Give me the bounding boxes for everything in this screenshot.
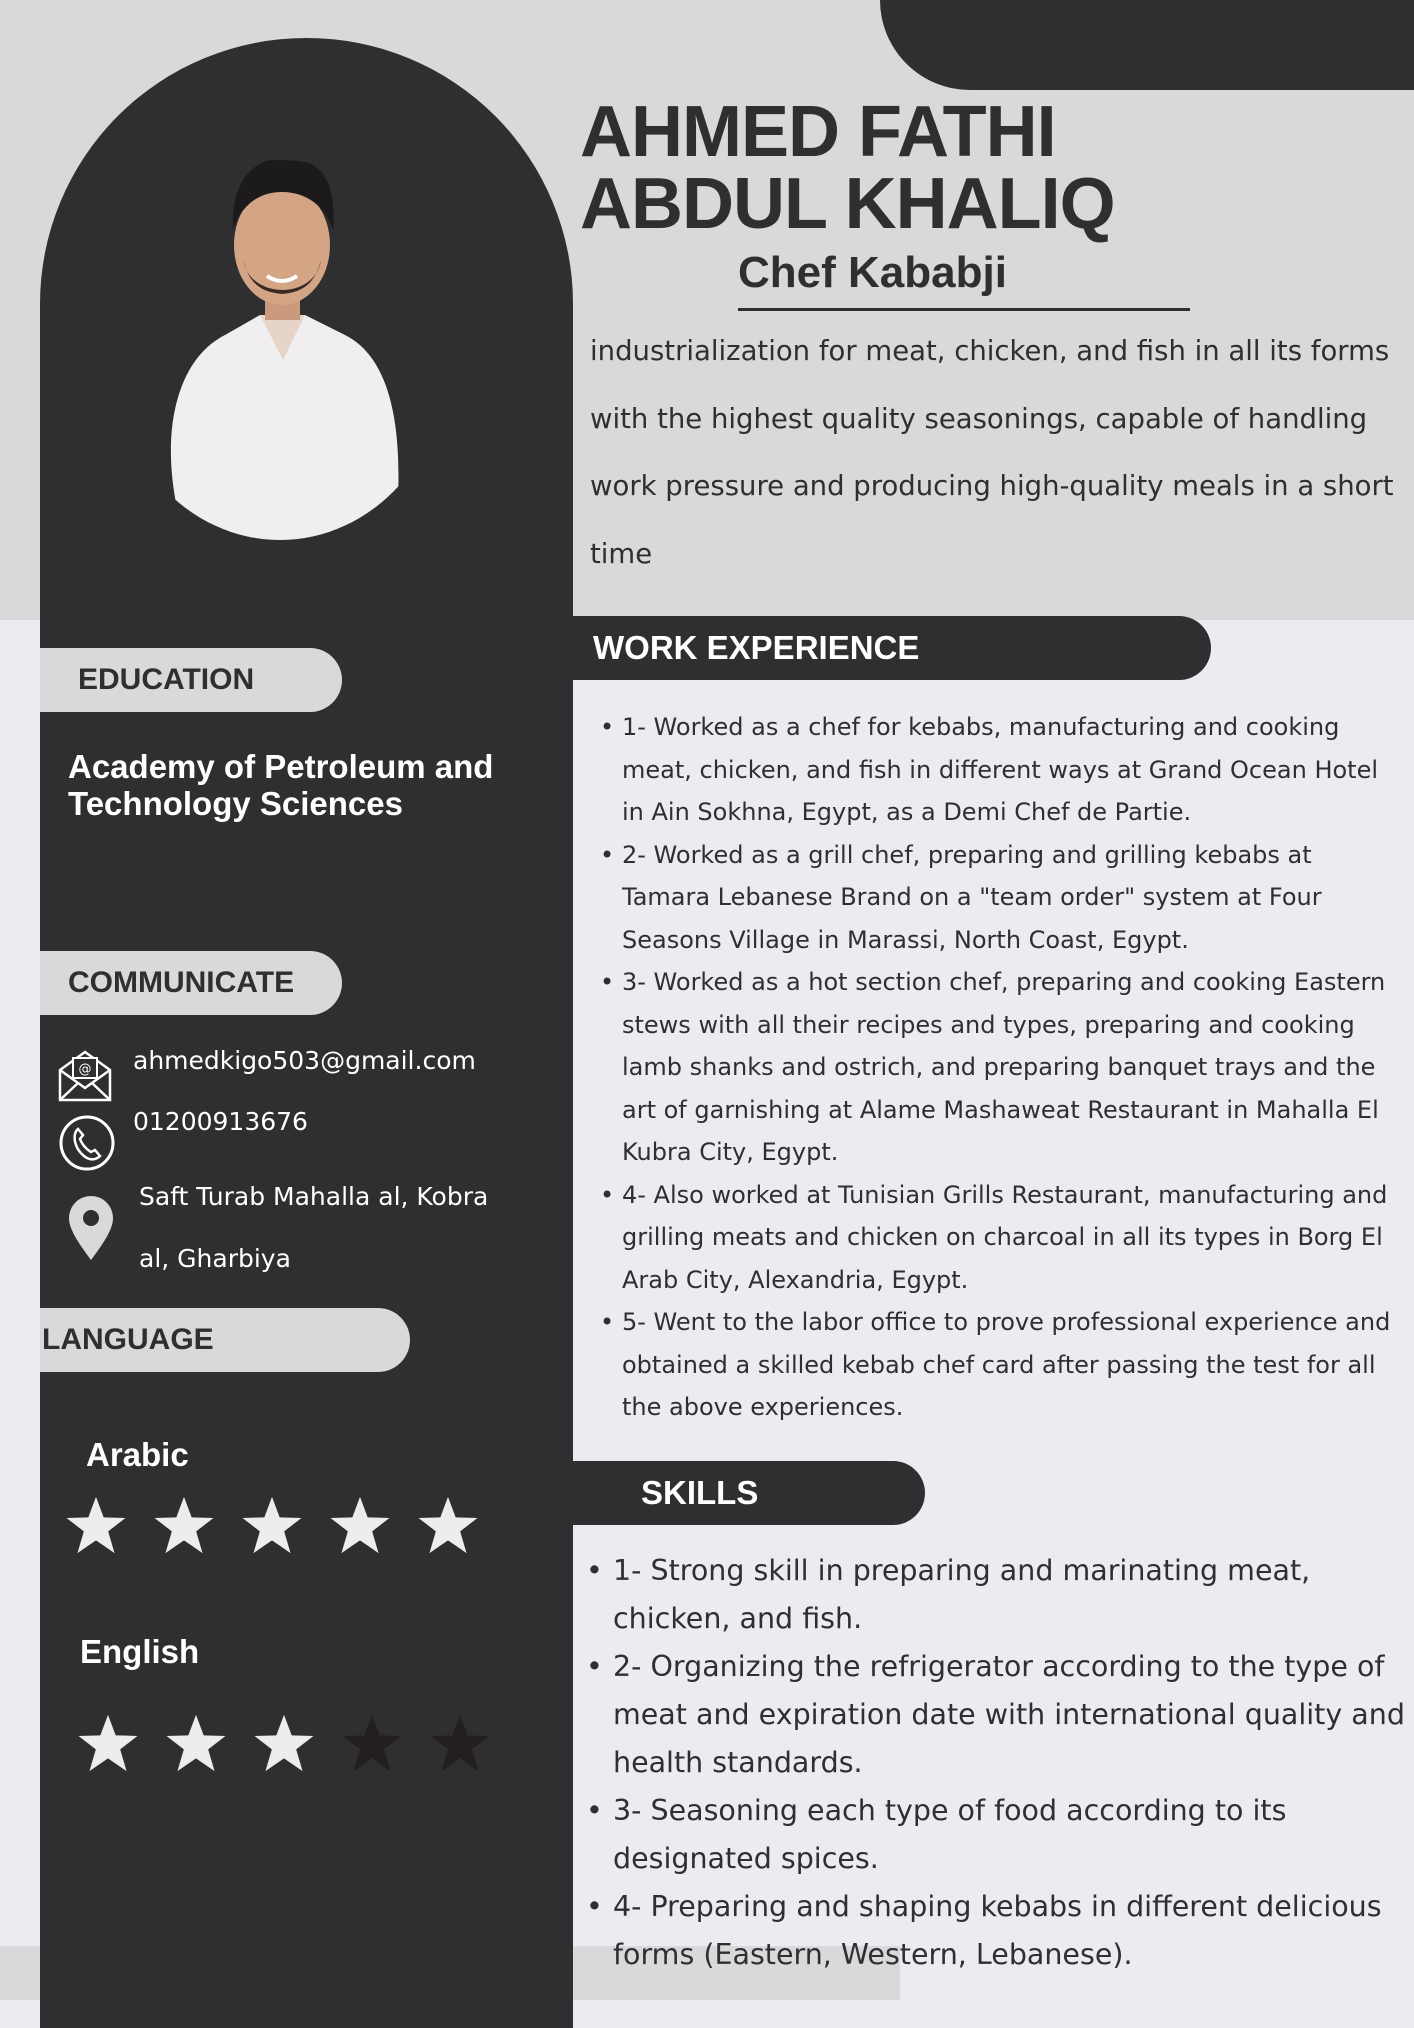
title-divider	[738, 308, 1190, 311]
star-filled-icon	[152, 1494, 216, 1556]
star-filled-icon	[64, 1494, 128, 1556]
corner-decoration	[880, 0, 1414, 90]
skill-item: • 4- Preparing and shaping kebabs in different delicious forms (Eastern, Western, Lebanese).	[586, 1883, 1406, 1979]
star-empty-icon	[340, 1712, 404, 1774]
skills-list	[586, 1547, 1406, 1979]
candidate-name	[580, 92, 1180, 244]
language-rating	[76, 1712, 492, 1774]
name-line-2: ABDUL KHALIQ	[580, 164, 1115, 244]
language-rating	[64, 1494, 480, 1556]
star-filled-icon	[240, 1494, 304, 1556]
skill-item: • 2- Organizing the refrigerator according to the type of meat and expiration date with international quality and health standards.	[586, 1643, 1406, 1787]
education-school: Academy of Petroleum and Technology Sciences	[68, 748, 494, 822]
language-heading: LANGUAGE	[40, 1308, 410, 1372]
envelope-icon	[56, 1046, 114, 1104]
education-heading: EDUCATION	[40, 648, 342, 712]
star-filled-icon	[164, 1712, 228, 1774]
language-name: Arabic	[86, 1436, 189, 1473]
star-filled-icon	[252, 1712, 316, 1774]
contact-email[interactable]: ahmedkigo503@gmail.com	[133, 1046, 476, 1075]
skills-heading: SKILLS	[573, 1461, 925, 1525]
location-pin-icon	[66, 1196, 116, 1262]
star-empty-icon	[428, 1712, 492, 1774]
contact-address	[139, 1166, 519, 1290]
work-item: • 5- Went to the labor office to prove professional experience and obtained a skilled kebab chef card after passing the test for all the above experiences.	[600, 1301, 1400, 1429]
contact-phone[interactable]: 01200913676	[133, 1107, 308, 1136]
phone-icon	[58, 1114, 116, 1172]
job-title: Chef Kababji	[738, 248, 1007, 297]
skill-item: • 1- Strong skill in preparing and marinating meat, chicken, and fish.	[586, 1547, 1406, 1643]
address-line-1: Saft Turab Mahalla al, Kobra	[139, 1182, 489, 1211]
address-line-2: al, Gharbiya	[139, 1244, 291, 1273]
profile-photo	[155, 110, 405, 540]
work-item: • 2- Worked as a grill chef, preparing and grilling kebabs at Tamara Lebanese Brand on a "team order" system at Four Seasons Village in Marassi, North Coast, Egypt.	[600, 834, 1400, 962]
work-item: • 1- Worked as a chef for kebabs, manufacturing and cooking meat, chicken, and fish in different ways at Grand Ocean Hotel in Ain Sokhna, Egypt, as a Demi Chef de Partie.	[600, 706, 1400, 834]
communicate-heading: COMMUNICATE	[40, 951, 342, 1015]
svg-text:@: @	[78, 1062, 92, 1077]
skill-item: • 3- Seasoning each type of food according to its designated spices.	[586, 1787, 1406, 1883]
name-line-1: AHMED FATHI	[580, 92, 1056, 172]
work-item: • 3- Worked as a hot section chef, preparing and cooking Eastern stews with all their recipes and types, preparing and cooking lamb shanks and ostrich, and preparing banquet trays and the art of garnishing at Alame Mashaweat Restaurant in Mahalla El Kubra City, Egypt.	[600, 961, 1400, 1174]
star-filled-icon	[328, 1494, 392, 1556]
star-filled-icon	[416, 1494, 480, 1556]
star-filled-icon	[76, 1712, 140, 1774]
profile-summary: industrialization for meat, chicken, and fish in all its forms with the highest quality seasonings, capable of handling work pressure and producing high-quality meals in a short time	[590, 335, 1394, 570]
work-item: • 4- Also worked at Tunisian Grills Restaurant, manufacturing and grilling meats and chicken on charcoal in all its types in Borg El Arab City, Alexandria, Egypt.	[600, 1174, 1400, 1302]
work-experience-list	[600, 706, 1400, 1429]
language-name: English	[80, 1633, 200, 1670]
work-experience-heading: WORK EXPERIENCE	[573, 616, 1211, 680]
